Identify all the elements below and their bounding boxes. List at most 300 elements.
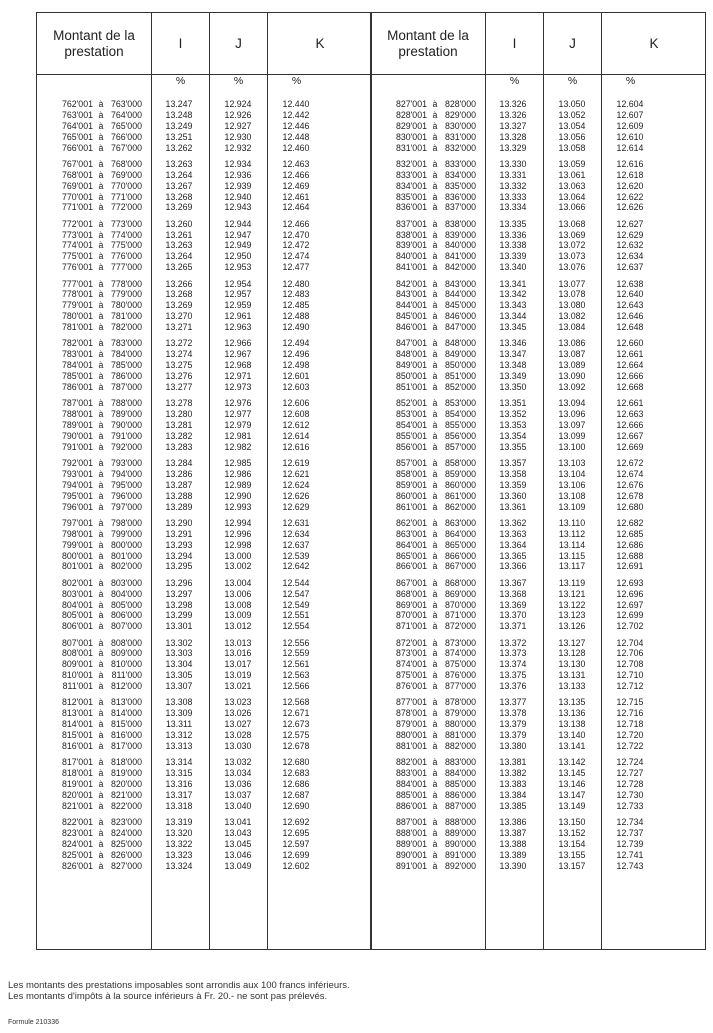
amount-from: 787'001 [61, 398, 93, 409]
range-connector: à [98, 659, 104, 670]
table-row [37, 279, 371, 290]
rate-j: 13.027 [224, 719, 252, 730]
amount-to: 867'000 [444, 561, 476, 572]
range-connector: à [432, 262, 438, 273]
table-row [371, 338, 705, 349]
amount-from: 853'001 [395, 409, 427, 420]
rate-i: 13.335 [499, 218, 527, 229]
amount-from: 814'001 [61, 719, 93, 730]
table-row [371, 170, 705, 181]
rate-i: 13.380 [499, 741, 527, 751]
range-connector: à [98, 539, 104, 550]
range-connector: à [98, 681, 104, 692]
rate-j: 13.012 [224, 621, 252, 632]
rate-i: 13.369 [499, 599, 527, 610]
range-connector: à [98, 637, 104, 648]
amount-from: 815'001 [61, 730, 93, 741]
range-connector: à [98, 838, 104, 849]
rate-i: 13.308 [165, 697, 193, 708]
rate-k: 12.606 [282, 398, 310, 409]
rate-i: 13.268 [165, 191, 193, 202]
table-row [371, 779, 705, 790]
table-row [37, 578, 371, 589]
rate-k: 12.446 [282, 120, 310, 131]
range-connector: à [432, 817, 438, 828]
range-connector: à [98, 131, 104, 142]
range-connector: à [432, 409, 438, 420]
rate-i: 13.309 [165, 708, 193, 719]
rate-i: 13.379 [499, 719, 527, 730]
amount-to: 824'000 [110, 828, 142, 839]
rate-i: 13.351 [499, 398, 527, 409]
rate-i: 13.378 [499, 708, 527, 719]
rate-j: 12.927 [224, 120, 252, 131]
rate-i: 13.303 [165, 648, 193, 659]
rate-j: 12.985 [224, 458, 252, 469]
rate-k: 12.488 [282, 311, 310, 322]
range-connector: à [432, 768, 438, 779]
rate-j: 13.034 [224, 768, 252, 779]
rate-j: 13.092 [558, 381, 586, 392]
rate-j: 13.110 [558, 517, 586, 528]
table-row [371, 480, 705, 491]
rate-k: 12.490 [282, 322, 310, 333]
rate-k: 12.448 [282, 131, 310, 142]
table-row [37, 170, 371, 181]
rate-k: 12.688 [616, 550, 644, 561]
rate-j: 13.078 [558, 289, 586, 300]
rate-i: 13.297 [165, 588, 193, 599]
rate-j: 13.023 [224, 697, 252, 708]
rate-k: 12.604 [616, 99, 644, 109]
rate-k: 12.566 [282, 681, 310, 692]
amount-to: 856'000 [444, 430, 476, 441]
rate-j: 13.013 [224, 637, 252, 648]
rate-k: 12.676 [616, 479, 644, 490]
rate-j: 13.096 [558, 409, 586, 420]
rate-k: 12.561 [282, 659, 310, 670]
table-row [37, 839, 371, 850]
rate-i: 13.260 [165, 218, 193, 229]
rate-j: 13.112 [558, 528, 586, 539]
amount-to: 779'000 [110, 289, 142, 300]
amount-from: 798'001 [61, 528, 93, 539]
rate-i: 13.280 [165, 409, 193, 420]
amount-to: 764'000 [110, 109, 142, 120]
rate-i: 13.346 [499, 338, 527, 349]
amount-from: 795'001 [61, 490, 93, 501]
table-row [37, 861, 371, 872]
range-connector: à [98, 528, 104, 539]
amount-to: 850'000 [444, 360, 476, 371]
table-row [37, 469, 371, 480]
rate-i: 13.294 [165, 550, 193, 561]
rate-i: 13.353 [499, 420, 527, 430]
table-row [37, 132, 371, 143]
table-row [371, 491, 705, 502]
amount-from: 772'001 [61, 218, 93, 229]
amount-from: 828'001 [395, 109, 427, 120]
amount-from: 862'001 [395, 517, 427, 528]
row-group [371, 458, 705, 512]
amount-to: 871'000 [444, 610, 476, 621]
rate-k: 12.621 [282, 468, 310, 479]
table-row [37, 300, 371, 311]
rate-i: 13.262 [165, 142, 193, 153]
rate-i: 13.349 [499, 371, 527, 382]
table-row [371, 801, 705, 812]
rate-j: 12.947 [224, 229, 252, 240]
header-amount: Montant de la prestation [387, 27, 469, 59]
amount-from: 808'001 [61, 648, 93, 659]
rate-i: 13.329 [499, 142, 527, 153]
row-group [371, 219, 705, 273]
rate-j: 12.954 [224, 278, 252, 289]
amount-from: 803'001 [61, 588, 93, 599]
range-connector: à [98, 278, 104, 289]
amount-from: 771'001 [61, 202, 93, 213]
amount-from: 868'001 [395, 588, 427, 599]
rate-k: 12.464 [282, 202, 310, 213]
amount-to: 835'000 [444, 180, 476, 191]
table-row [371, 360, 705, 371]
rate-j: 12.996 [224, 528, 252, 539]
amount-to: 881'000 [444, 730, 476, 741]
amount-from: 807'001 [61, 637, 93, 648]
amount-to: 796'000 [110, 490, 142, 501]
rate-i: 13.364 [499, 539, 527, 550]
amount-to: 790'000 [110, 420, 142, 430]
range-connector: à [98, 517, 104, 528]
rate-k: 12.554 [282, 621, 310, 632]
amount-from: 889'001 [395, 838, 427, 849]
amount-to: 794'000 [110, 468, 142, 479]
amount-from: 851'001 [395, 381, 427, 392]
amount-to: 884'000 [444, 768, 476, 779]
rate-k: 12.712 [616, 681, 644, 692]
rate-k: 12.549 [282, 599, 310, 610]
table-row [37, 338, 371, 349]
rate-j: 12.957 [224, 289, 252, 300]
rate-k: 12.629 [282, 501, 310, 512]
amount-to: 768'000 [110, 158, 142, 169]
rate-i: 13.284 [165, 458, 193, 469]
amount-from: 864'001 [395, 539, 427, 550]
amount-from: 765'001 [61, 131, 93, 142]
amount-from: 834'001 [395, 180, 427, 191]
amount-from: 786'001 [61, 381, 93, 392]
rate-j: 13.032 [224, 757, 252, 768]
header-col-j: J [235, 35, 242, 51]
amount-from: 773'001 [61, 229, 93, 240]
rate-j: 13.114 [558, 539, 586, 550]
range-connector: à [98, 381, 104, 392]
amount-to: 862'000 [444, 501, 476, 512]
rate-j: 12.961 [224, 311, 252, 322]
range-connector: à [432, 697, 438, 708]
rate-j: 12.932 [224, 142, 252, 153]
amount-from: 840'001 [395, 251, 427, 262]
table-row [371, 670, 705, 681]
range-connector: à [432, 468, 438, 479]
range-connector: à [98, 757, 104, 768]
table-row [371, 659, 705, 670]
rate-j: 13.026 [224, 708, 252, 719]
amount-from: 793'001 [61, 468, 93, 479]
table-row [37, 311, 371, 322]
rate-i: 13.385 [499, 800, 527, 811]
table-row [371, 719, 705, 730]
amount-to: 890'000 [444, 838, 476, 849]
rate-i: 13.347 [499, 349, 527, 360]
amount-from: 873'001 [395, 648, 427, 659]
table-row [371, 420, 705, 431]
amount-to: 802'000 [110, 561, 142, 572]
rate-j: 13.084 [558, 322, 586, 333]
rate-i: 13.330 [499, 158, 527, 169]
amount-from: 887'001 [395, 817, 427, 828]
unit-col-k: % [291, 75, 302, 87]
amount-to: 773'000 [110, 218, 142, 229]
rate-k: 12.622 [616, 191, 644, 202]
rate-k: 12.668 [616, 381, 644, 392]
amount-to: 777'000 [110, 262, 142, 273]
rate-i: 13.307 [165, 681, 193, 692]
amount-from: 842'001 [395, 278, 427, 289]
unit-col-k: % [625, 75, 636, 87]
table-row [371, 442, 705, 453]
rate-i: 13.263 [165, 240, 193, 251]
rate-j: 13.009 [224, 610, 252, 621]
amount-from: 809'001 [61, 659, 93, 670]
rate-k: 12.627 [616, 218, 644, 229]
rate-j: 13.097 [558, 420, 586, 430]
rate-i: 13.336 [499, 229, 527, 240]
amount-to: 836'000 [444, 191, 476, 202]
amount-to: 795'000 [110, 479, 142, 490]
range-connector: à [98, 621, 104, 632]
rate-j: 13.126 [558, 621, 586, 632]
rate-j: 12.967 [224, 349, 252, 360]
amount-from: 852'001 [395, 398, 427, 409]
amount-to: 876'000 [444, 670, 476, 681]
rate-k: 12.695 [282, 828, 310, 839]
amount-to: 820'000 [110, 779, 142, 790]
rate-j: 12.926 [224, 109, 252, 120]
rate-i: 13.352 [499, 409, 527, 420]
rate-k: 12.556 [282, 637, 310, 648]
row-group [371, 159, 705, 213]
table-row [37, 409, 371, 420]
rate-j: 13.061 [558, 169, 586, 180]
rate-k: 12.539 [282, 550, 310, 561]
table-row [371, 850, 705, 861]
amount-to: 873'000 [444, 637, 476, 648]
rate-i: 13.267 [165, 180, 193, 191]
rate-j: 13.149 [558, 800, 586, 811]
rate-k: 12.477 [282, 262, 310, 273]
rate-j: 13.016 [224, 648, 252, 659]
rate-k: 12.682 [616, 517, 644, 528]
amount-to: 874'000 [444, 648, 476, 659]
rate-j: 13.154 [558, 838, 586, 849]
amount-to: 830'000 [444, 120, 476, 131]
amount-to: 786'000 [110, 371, 142, 382]
amount-to: 775'000 [110, 240, 142, 251]
rate-i: 13.318 [165, 800, 193, 811]
amount-from: 830'001 [395, 131, 427, 142]
rate-i: 13.263 [165, 158, 193, 169]
amount-from: 800'001 [61, 550, 93, 561]
range-connector: à [432, 322, 438, 333]
row-group [371, 518, 705, 572]
rate-k: 12.440 [282, 99, 310, 109]
rate-i: 13.271 [165, 322, 193, 333]
rate-j: 13.130 [558, 659, 586, 670]
table-row [371, 708, 705, 719]
amount-to: 864'000 [444, 528, 476, 539]
rate-i: 13.328 [499, 131, 527, 142]
amount-to: 845'000 [444, 300, 476, 311]
amount-from: 881'001 [395, 741, 427, 751]
table-row [371, 219, 705, 230]
rate-j: 13.080 [558, 300, 586, 311]
header-col-i: I [178, 35, 183, 51]
rate-k: 12.710 [616, 670, 644, 681]
table-row [37, 681, 371, 692]
amount-to: 772'000 [110, 202, 142, 213]
amount-to: 842'000 [444, 262, 476, 273]
rate-i: 13.373 [499, 648, 527, 659]
rate-i: 13.348 [499, 360, 527, 371]
amount-to: 769'000 [110, 169, 142, 180]
table-row [37, 638, 371, 649]
row-group [37, 219, 371, 273]
rate-j: 13.155 [558, 849, 586, 860]
range-connector: à [98, 599, 104, 610]
table-row [37, 828, 371, 839]
table-row [37, 540, 371, 551]
rate-table-right [370, 12, 706, 950]
amount-to: 875'000 [444, 659, 476, 670]
amount-from: 882'001 [395, 757, 427, 768]
amount-from: 782'001 [61, 338, 93, 349]
rate-i: 13.264 [165, 169, 193, 180]
range-connector: à [98, 430, 104, 441]
rate-k: 12.680 [282, 757, 310, 768]
rate-k: 12.708 [616, 659, 644, 670]
rate-j: 12.953 [224, 262, 252, 273]
table-row [37, 708, 371, 719]
amount-to: 783'000 [110, 338, 142, 349]
range-connector: à [432, 169, 438, 180]
rate-k: 12.563 [282, 670, 310, 681]
amount-to: 828'000 [444, 99, 476, 109]
table-row [371, 431, 705, 442]
range-connector: à [432, 708, 438, 719]
range-connector: à [98, 99, 104, 109]
amount-to: 878'000 [444, 697, 476, 708]
rate-k: 12.672 [616, 458, 644, 469]
rate-j: 12.939 [224, 180, 252, 191]
range-connector: à [432, 458, 438, 469]
amount-from: 838'001 [395, 229, 427, 240]
table-row [37, 600, 371, 611]
amount-to: 823'000 [110, 817, 142, 828]
amount-to: 793'000 [110, 458, 142, 469]
rate-j: 13.115 [558, 550, 586, 561]
range-connector: à [432, 730, 438, 741]
header-col-k: K [315, 35, 325, 51]
amount-to: 807'000 [110, 621, 142, 632]
range-connector: à [98, 779, 104, 790]
rate-k: 12.678 [616, 490, 644, 501]
row-group [371, 279, 705, 333]
rate-k: 12.730 [616, 789, 644, 800]
rate-k: 12.716 [616, 708, 644, 719]
table-row [371, 828, 705, 839]
rate-i: 13.386 [499, 817, 527, 828]
rate-j: 12.982 [224, 441, 252, 452]
range-connector: à [432, 610, 438, 621]
rate-k: 12.626 [616, 202, 644, 213]
rate-j: 13.040 [224, 800, 252, 811]
amount-from: 875'001 [395, 670, 427, 681]
rate-j: 13.090 [558, 371, 586, 382]
row-group [37, 279, 371, 333]
amount-from: 854'001 [395, 420, 427, 430]
amount-from: 839'001 [395, 240, 427, 251]
rate-i: 13.295 [165, 561, 193, 572]
rate-k: 12.607 [616, 109, 644, 120]
range-connector: à [432, 360, 438, 371]
rate-j: 13.000 [224, 550, 252, 561]
row-group [37, 458, 371, 512]
rate-j: 12.986 [224, 468, 252, 479]
rate-i: 13.363 [499, 528, 527, 539]
table-row [371, 121, 705, 132]
rate-j: 13.128 [558, 648, 586, 659]
rate-k: 12.669 [616, 441, 644, 452]
range-connector: à [98, 262, 104, 273]
rate-j: 13.142 [558, 757, 586, 768]
amount-from: 849'001 [395, 360, 427, 371]
rate-k: 12.603 [282, 381, 310, 392]
rate-i: 13.338 [499, 240, 527, 251]
rate-k: 12.496 [282, 349, 310, 360]
range-connector: à [432, 278, 438, 289]
rate-j: 13.002 [224, 561, 252, 572]
amount-to: 811'000 [111, 670, 142, 681]
rate-k: 12.616 [616, 158, 644, 169]
amount-from: 870'001 [395, 610, 427, 621]
table-row [371, 311, 705, 322]
amount-from: 891'001 [395, 860, 427, 871]
rate-i: 13.343 [499, 300, 527, 311]
amount-from: 858'001 [395, 468, 427, 479]
range-connector: à [432, 218, 438, 229]
rate-k: 12.699 [616, 610, 644, 621]
rate-k: 12.704 [616, 637, 644, 648]
rate-j: 12.981 [224, 430, 252, 441]
table-row [37, 289, 371, 300]
amount-from: 802'001 [61, 577, 93, 588]
rate-k: 12.666 [616, 420, 644, 430]
row-group [371, 338, 705, 392]
range-connector: à [98, 360, 104, 371]
table-row [37, 181, 371, 192]
range-connector: à [98, 501, 104, 512]
